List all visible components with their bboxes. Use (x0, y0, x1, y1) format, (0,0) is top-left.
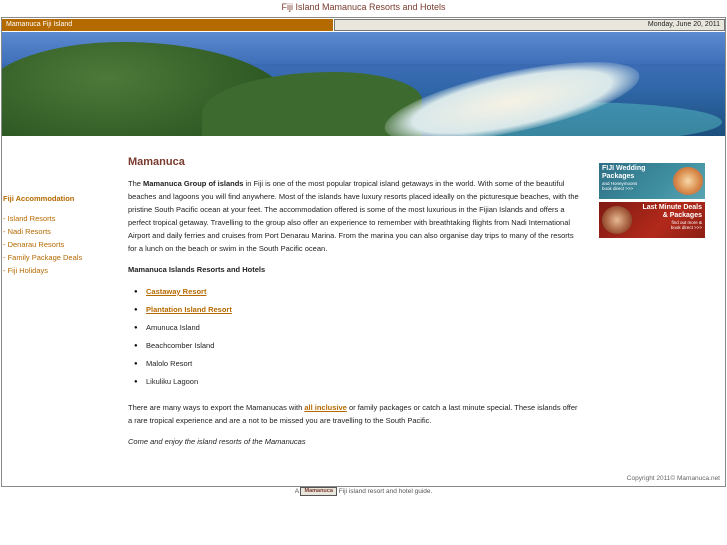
plantation-island-resort-link[interactable]: Plantation Island Resort (146, 305, 232, 314)
date-bar: Monday, June 20, 2011 (334, 19, 725, 31)
island-banner-image (2, 32, 725, 136)
wedding-packages-banner[interactable] (599, 163, 705, 199)
intro-paragraph (128, 177, 583, 255)
sidebar-heading: Fiji Accommodation (3, 194, 75, 203)
all-inclusive-link[interactable]: all inclusive (304, 403, 347, 412)
flower-icon (673, 167, 703, 195)
list-item (146, 283, 583, 301)
wedding-ad-title: FIJI Wedding Packages (602, 165, 646, 180)
list-item (146, 301, 583, 319)
list-item: ● Beachcomber Island (146, 337, 583, 355)
sidebar-item-island-resorts[interactable]: - Island Resorts (3, 214, 56, 223)
intro-prefix: The (128, 179, 144, 188)
wedding-ad-sub: and Honeymoons (602, 181, 638, 186)
copyright-text: Copyright 2011© Mamanuca.net (626, 475, 720, 482)
resorts-subheading: Mamanuca Islands Resorts and Hotels (128, 265, 266, 274)
list-item: ● Likuliku Lagoon (146, 373, 583, 391)
footer-suffix: Fiji island resort and hotel guide. (336, 488, 433, 496)
intro-bold: Mamanuca Group of islands (143, 179, 244, 188)
sidebar-item-denarau-resorts[interactable]: - Denarau Resorts (3, 240, 65, 249)
intro-text: in Fiji is one of the most popular tropical island getaways in the world. With some of the beautiful beaches and lagoons you will find anywhere. Most of the islands have luxury resorts placed ideally on the picturesque beaches, with the pristine South Pacific ocean at your feet. The accommodation offered is some of the most luxurious in the Fijian Islands and offers a perfect tropical getaway. Travelling to the group also offer an experience to remember with breathtaking flights from Nadi International Airport and daily ferries and cruises from Port Denarau Marina. From the marina you can also organise day trips to many of the resorts for a lunch on the beach or swim in the South Pacific ocean. (128, 179, 579, 253)
packages-prefix: There are many ways to export the Mamanucas with (128, 403, 305, 412)
last-minute-deals-banner[interactable] (599, 202, 705, 238)
list-item: ● Malolo Resort (146, 355, 583, 373)
page-title: Fiji Island Mamanuca Resorts and Hotels (281, 2, 446, 12)
sidebar-item-family-package-deals[interactable]: - Family Package Deals (3, 253, 83, 262)
sidebar-item-nadi-resorts[interactable]: - Nadi Resorts (3, 227, 51, 236)
castaway-resort-link[interactable]: Castaway Resort (146, 287, 207, 296)
main-content (128, 156, 583, 456)
sidebar-nav (3, 194, 113, 277)
footer (0, 487, 727, 497)
sidebar-item-fiji-holidays[interactable]: - Fiji Holidays (3, 266, 49, 275)
lastminute-ad-sub: find out more & (671, 220, 702, 225)
mamanuca-logo-mark[interactable]: Mamanuca (300, 487, 336, 496)
lastminute-ad-cta: book direct >>> (670, 225, 702, 230)
person-photo-icon (602, 206, 632, 234)
content-heading: Mamanuca (128, 156, 185, 168)
packages-paragraph (128, 401, 583, 427)
footer-prefix: A (294, 488, 301, 496)
wedding-ad-cta: book direct >>> (602, 186, 634, 191)
resort-list (128, 283, 583, 391)
closing-text: Come and enjoy the island resorts of the Mamanucas (128, 437, 306, 446)
lastminute-ad-title: Last Minute Deals & Packages (642, 204, 702, 219)
list-item: ● Amunuca Island (146, 319, 583, 337)
packages-text: or family packages or catch a last minute special. These islands offer a rare tropical experience and are a not to be missed you are travelling to the South Pacific. (128, 403, 578, 425)
site-name-bar: Mamanuca Fiji Island (2, 19, 333, 31)
